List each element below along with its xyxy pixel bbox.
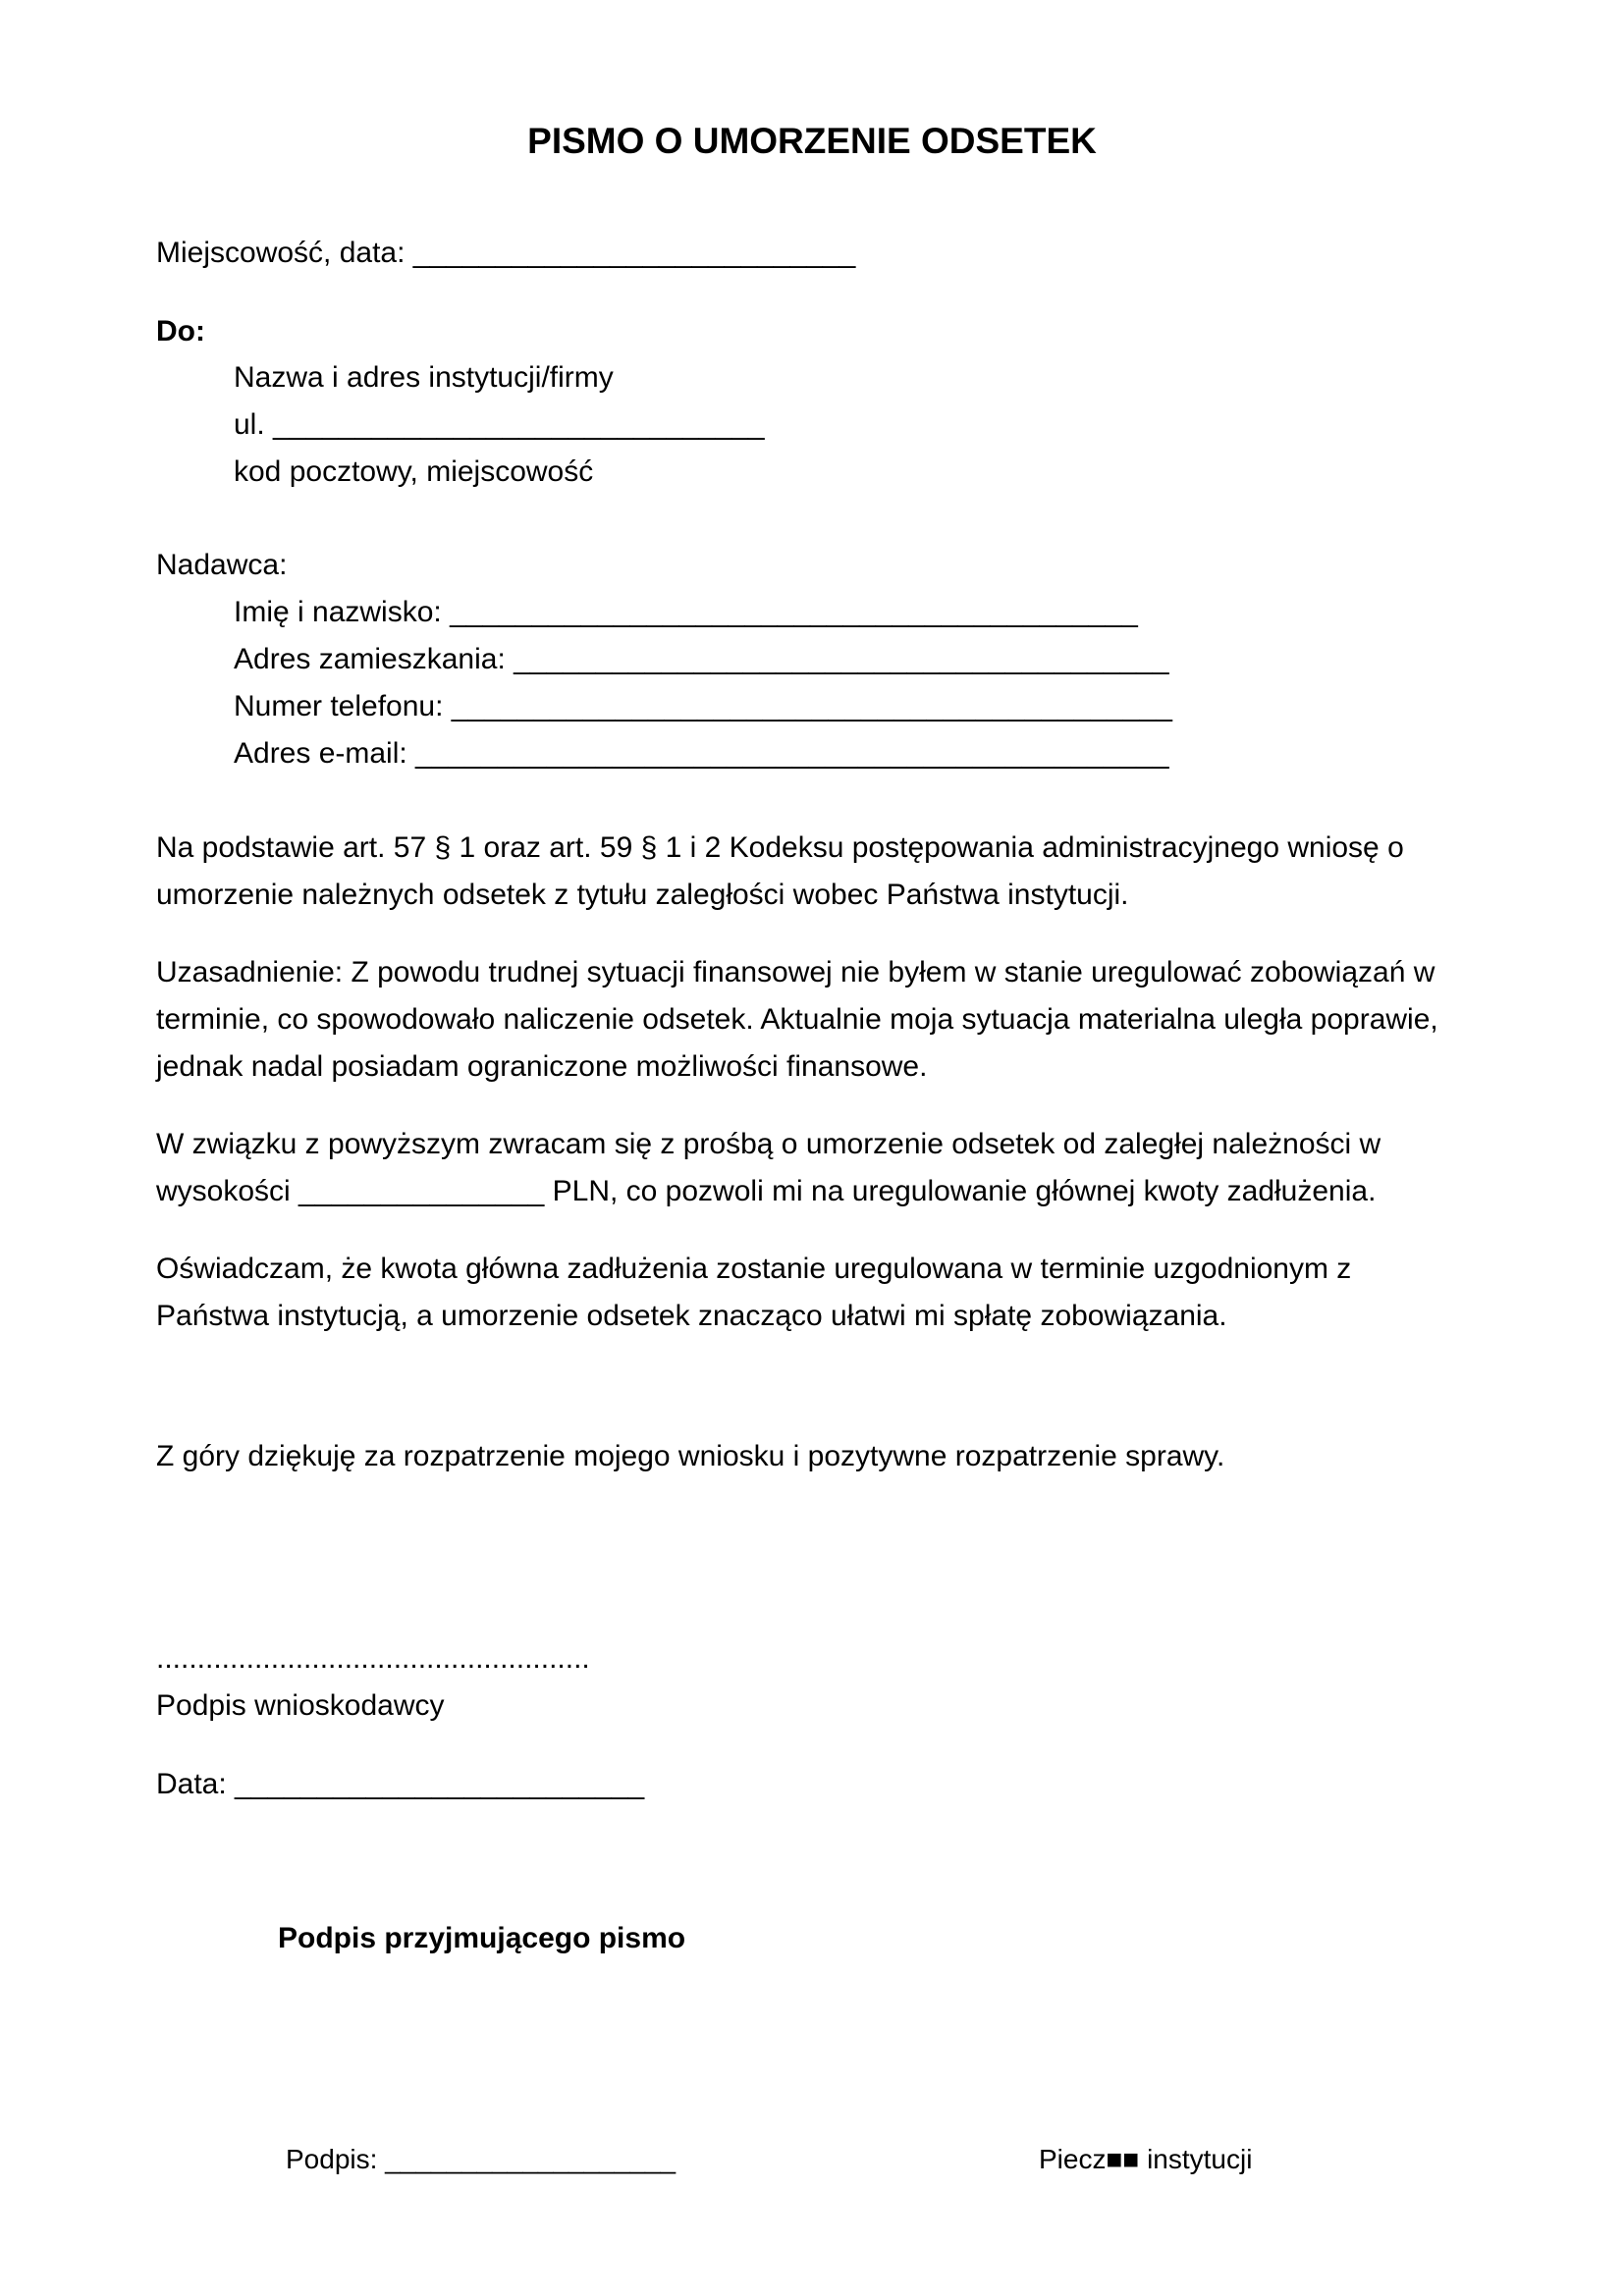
paragraph-justification-line-2: terminie, co spowodowało naliczenie odsetek. Aktualnie moja sytuacja materialna uległa poprawie, bbox=[156, 1003, 1438, 1036]
recipient-label: Do: bbox=[156, 315, 205, 347]
paragraph-declaration-line-1: Oświadczam, że kwota główna zadłużenia zostanie uregulowana w terminie uzgodnionym z bbox=[156, 1253, 1352, 1285]
sender-phone-line: Numer telefonu: ____________________________________________ bbox=[234, 690, 1172, 722]
paragraph-justification-line-1: Uzasadnienie: Z powodu trudnej sytuacji finansowej nie byłem w stanie uregulować zobowiązań w bbox=[156, 956, 1435, 988]
place-date-field: Miejscowość, data: ___________________________ bbox=[156, 237, 856, 269]
recipient-name-line: Nazwa i adres instytucji/firmy bbox=[234, 361, 614, 394]
sender-label: Nadawca: bbox=[156, 549, 288, 581]
document-title: PISMO O UMORZENIE ODSETEK bbox=[527, 121, 1097, 161]
signature-date-line: Data: _________________________ bbox=[156, 1768, 645, 1800]
sender-address-line: Adres zamieszkania: ________________________________________ bbox=[234, 643, 1169, 675]
sender-name-line: Imię i nazwisko: __________________________________________ bbox=[234, 596, 1138, 628]
receiver-heading: Podpis przyjmującego pismo bbox=[278, 1922, 686, 1954]
recipient-street-line: ul. ______________________________ bbox=[234, 408, 765, 441]
recipient-postal-line: kod pocztowy, miejscowość bbox=[234, 455, 594, 488]
institution-stamp-label: Piecz■■ instytucji bbox=[1039, 2144, 1253, 2174]
receiver-signature-line: Podpis: ___________________ bbox=[286, 2144, 677, 2174]
paragraph-legal-basis-line-1: Na podstawie art. 57 § 1 oraz art. 59 § 1 i 2 Kodeksu postępowania administracyjnego wniosę o bbox=[156, 831, 1404, 864]
signature-dots: ..................................................... bbox=[156, 1642, 590, 1675]
paragraph-request-line-2: wysokości _______________ PLN, co pozwoli mi na uregulowanie głównej kwoty zadłużenia. bbox=[156, 1175, 1377, 1207]
paragraph-declaration-line-2: Państwa instytucją, a umorzenie odsetek znacząco ułatwi mi spłatę zobowiązania. bbox=[156, 1300, 1227, 1332]
paragraph-justification-line-3: jednak nadal posiadam ograniczone możliwości finansowe. bbox=[156, 1050, 928, 1083]
paragraph-thanks: Z góry dziękuję za rozpatrzenie mojego wniosku i pozytywne rozpatrzenie sprawy. bbox=[156, 1440, 1225, 1472]
signature-label: Podpis wnioskodawcy bbox=[156, 1689, 445, 1722]
paragraph-request-line-1: W związku z powyższym zwracam się z prośbą o umorzenie odsetek od zaległej należności w bbox=[156, 1128, 1381, 1160]
sender-email-line: Adres e-mail: ______________________________________________ bbox=[234, 737, 1169, 770]
paragraph-legal-basis-line-2: umorzenie należnych odsetek z tytułu zaległości wobec Państwa instytucji. bbox=[156, 879, 1129, 911]
